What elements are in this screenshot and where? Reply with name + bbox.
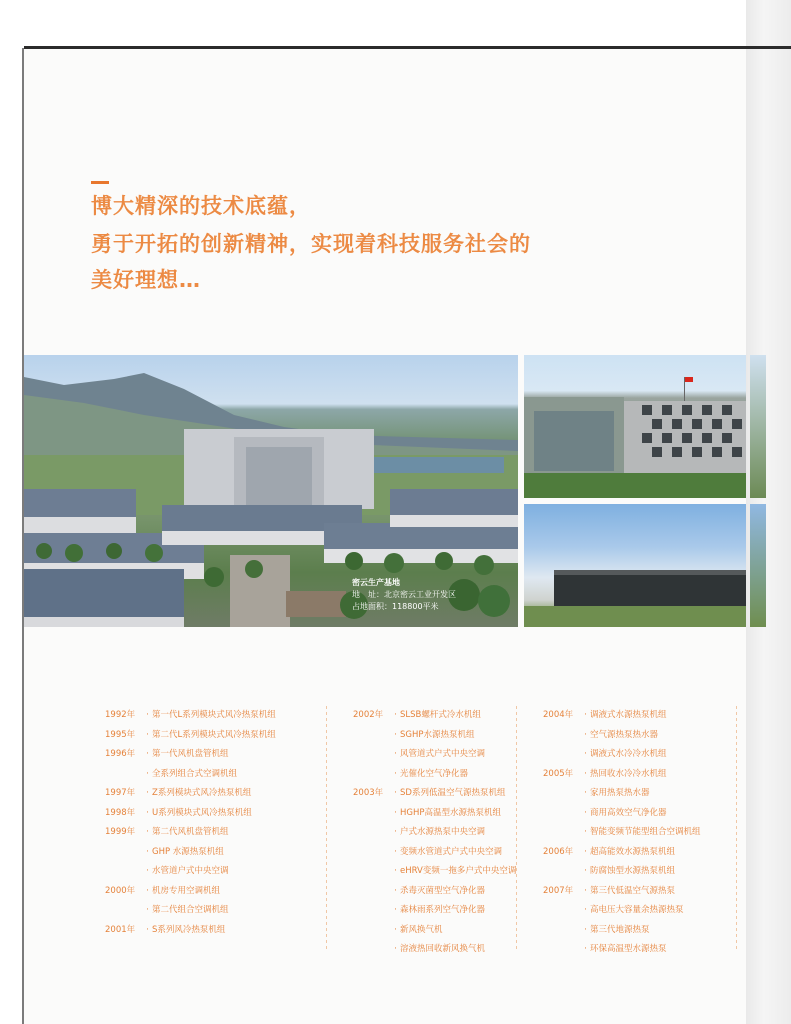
timeline-column-1 <box>105 706 276 940</box>
page-top-border <box>24 46 791 49</box>
timeline-item: · 全系列组合式空调机组 <box>146 768 238 779</box>
timeline-item: 1999年 · 第二代风机盘管机组 <box>105 827 229 837</box>
headline-line-3: 美好理想… <box>91 268 201 292</box>
timeline-item: · 空气源热泵热水器 <box>584 729 659 740</box>
timeline-item: 1997年 · Z系列模块式风冷热泵机组 <box>105 788 252 798</box>
timeline-item: 2006年 · 超高能效水源热泵机组 <box>543 846 676 857</box>
office-building-photo <box>524 355 746 498</box>
timeline-item: 1998年 · U系列模块式风冷热泵机组 <box>105 807 252 818</box>
office-building-illustration <box>524 355 746 498</box>
timeline-item: · SGHP水源热泵机组 <box>394 729 475 740</box>
timeline-item: · GHP 水源热泵机组 <box>146 846 224 857</box>
timeline-item: · 调液式水冷冷水机组 <box>584 749 667 759</box>
caption-area: 占地面积：118800平米 <box>352 602 439 611</box>
timeline-item: · 溶液热回收新风换气机 <box>394 944 486 954</box>
timeline-item: 1996年 · 第一代风机盘管机组 <box>105 749 229 759</box>
timeline-item: · 商用高效空气净化器 <box>584 807 667 818</box>
timeline-item: 1992年 · 第一代L系列模块式风冷热泵机组 <box>105 710 276 720</box>
warehouse-building-photo <box>524 504 746 627</box>
timeline-column-3 <box>543 706 701 960</box>
timeline-item: 2000年 · 机房专用空调机组 <box>105 885 221 896</box>
timeline-item: · 高电压大容量余热源热泵 <box>584 905 684 915</box>
headline-accent-bar <box>91 181 109 184</box>
timeline-item: · 防腐蚀型水源热泵机组 <box>584 866 676 876</box>
timeline-item: 2004年 · 调液式水源热泵机组 <box>543 710 667 720</box>
timeline-divider-1 <box>326 706 327 951</box>
timeline-item: · 水管道户式中央空调 <box>146 866 229 876</box>
timeline-item: · 风管道式户式中央空调 <box>394 749 486 759</box>
timeline-item: · eHRV变频一拖多户式中央空调 <box>394 866 517 876</box>
timeline-item: · 第二代组合空调机组 <box>146 905 229 915</box>
timeline-item: 2002年 · SLSB螺杆式冷水机组 <box>353 710 481 720</box>
timeline-item: · 家用热泵热水器 <box>584 788 650 798</box>
timeline-item: · 杀毒灭菌型空气净化器 <box>394 885 486 896</box>
timeline-item: · 户式水源热泵中央空调 <box>394 827 486 837</box>
timeline-item: 2005年 · 热回收水冷冷水机组 <box>543 768 667 779</box>
headline-line-1: 博大精深的技术底蕴， <box>91 194 311 218</box>
headline-line-2: 勇于开拓的创新精神，实现着科技服务社会的 <box>91 232 531 256</box>
timeline-item: · 光催化空气净化器 <box>394 768 469 779</box>
timeline-item: · 变频水管道式户式中央空调 <box>394 846 503 857</box>
photo-edge-strip <box>750 355 766 498</box>
timeline-item: · 第三代地源热泵 <box>584 924 650 935</box>
timeline-item: · 智能变频节能型组合空调机组 <box>584 827 701 837</box>
caption-title: 密云生产基地 <box>352 578 400 587</box>
factory-caption <box>352 577 456 613</box>
timeline-column-2 <box>353 706 516 960</box>
warehouse-building-illustration <box>524 504 746 627</box>
photo-edge-strip-2 <box>750 504 766 627</box>
timeline-item: 2007年 · 第三代低温空气源热泵 <box>543 885 676 896</box>
caption-address: 地 址：北京密云工业开发区 <box>352 590 456 599</box>
timeline-item: · HGHP高温型水源热泵机组 <box>394 807 501 818</box>
timeline-divider-3 <box>736 706 737 951</box>
timeline-item: · 新风换气机 <box>394 924 443 935</box>
timeline-item: · 森林雨系列空气净化器 <box>394 905 486 915</box>
timeline-item: 2001年 · S系列风冷热泵机组 <box>105 924 226 935</box>
timeline-item: 2003年 · SD系列低温空气源热泵机组 <box>353 788 506 798</box>
timeline-item: 1995年 · 第二代L系列模块式风冷热泵机组 <box>105 729 276 740</box>
timeline-item: · 环保高温型水源热泵 <box>584 944 667 954</box>
